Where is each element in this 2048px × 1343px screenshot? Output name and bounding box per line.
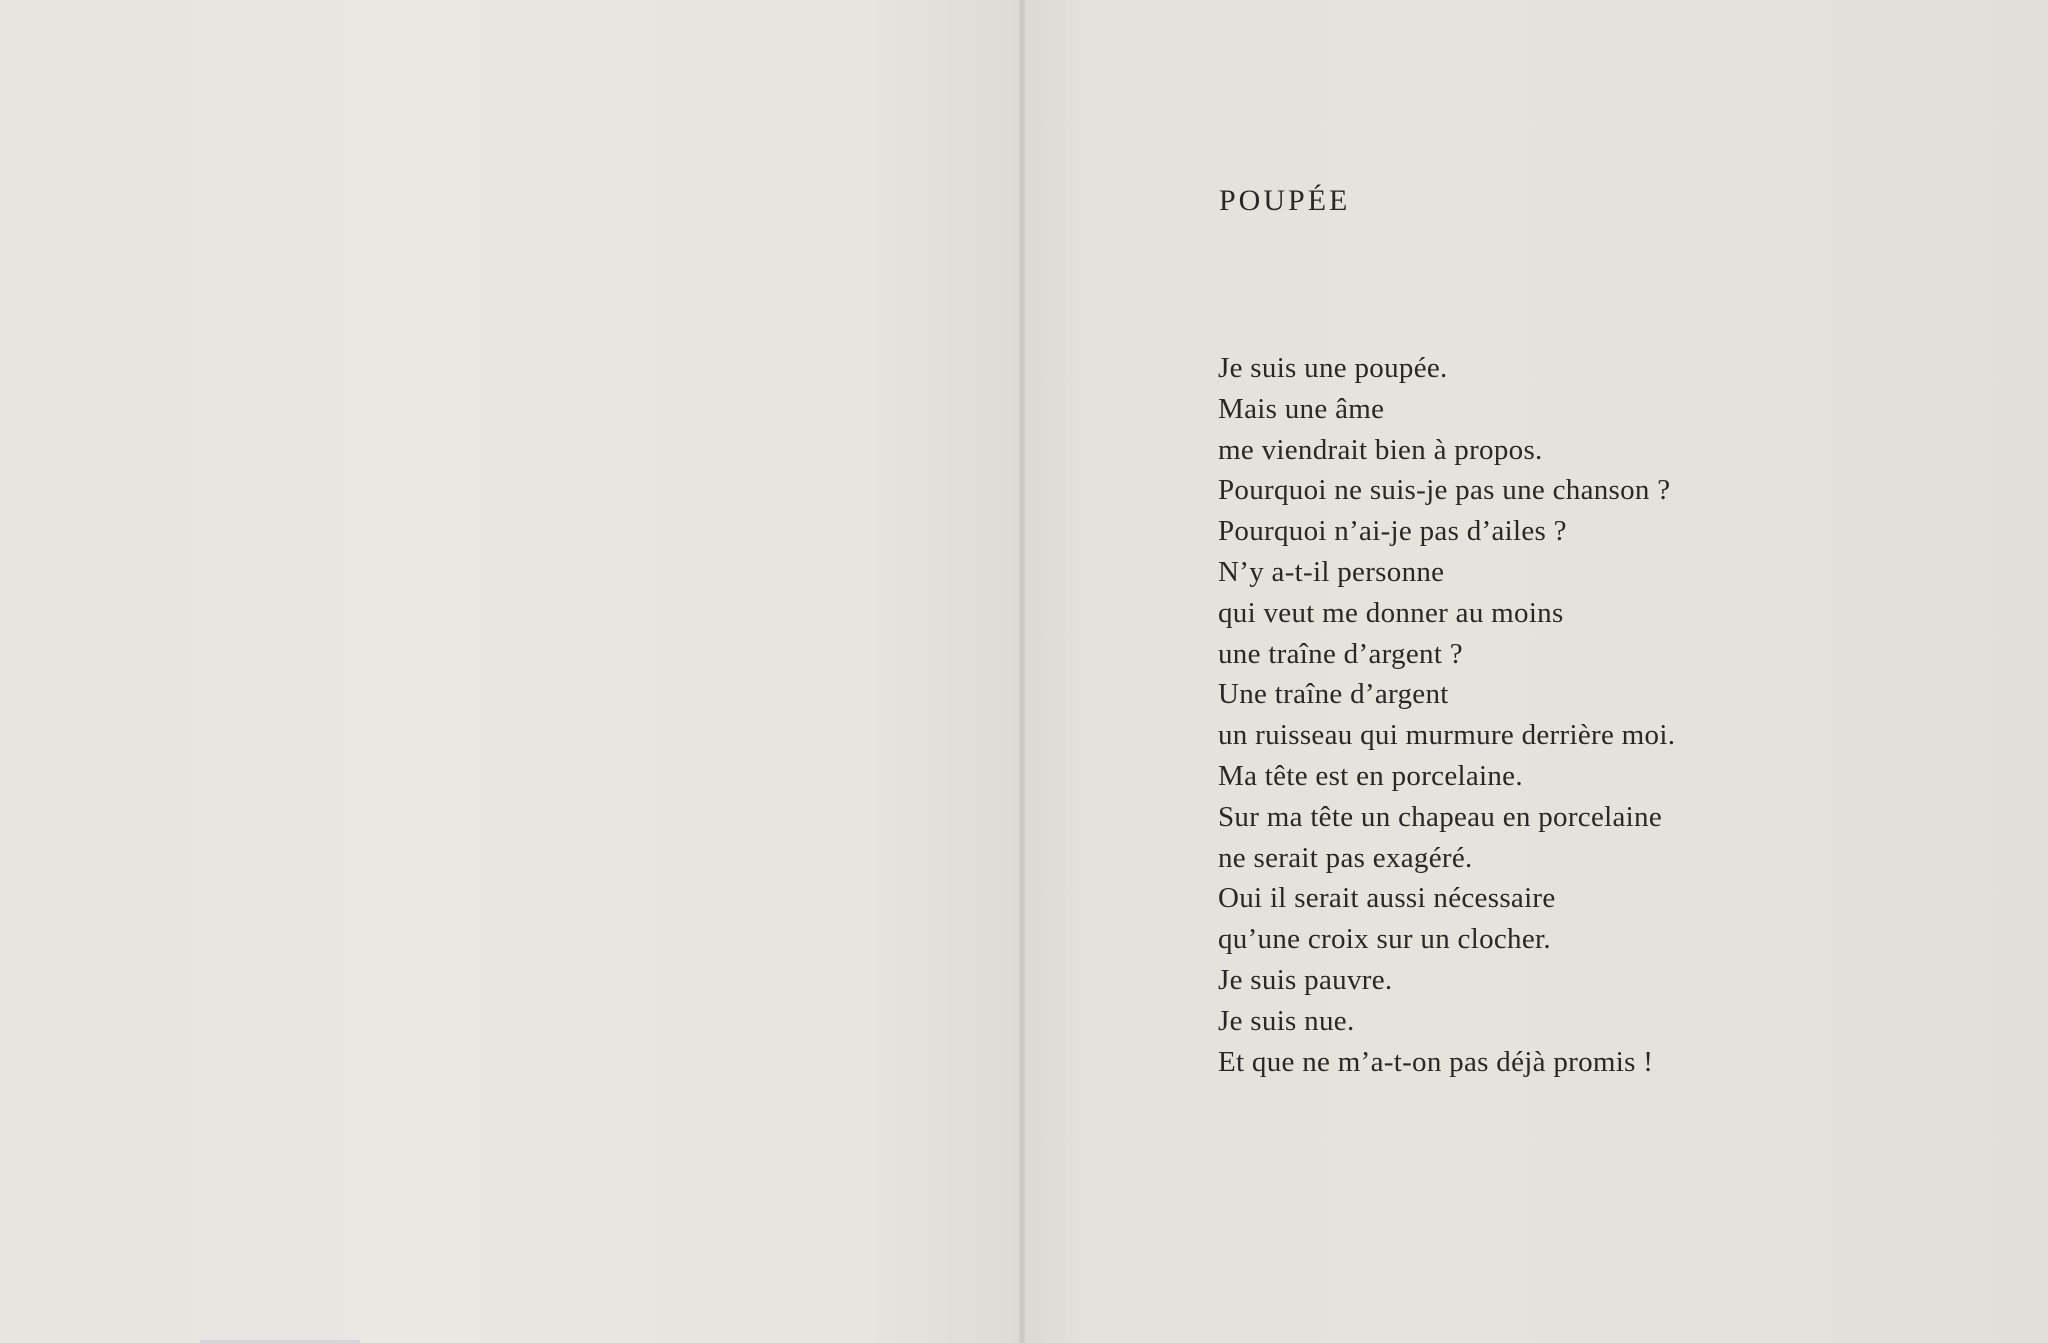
poem-line: Pourquoi ne suis-je pas une chanson ? [1218, 474, 1671, 507]
poem-line: qu’une croix sur un clocher. [1218, 923, 1551, 956]
poem-line: Je suis pauvre. [1218, 963, 1393, 996]
poem-line: Une traîne d’argent [1218, 678, 1449, 711]
poem-line: Je suis nue. [1218, 1004, 1355, 1037]
poem-line: Ma tête est en porcelaine. [1218, 759, 1523, 792]
poem-line: Sur ma tête un chapeau en porcelaine [1218, 800, 1662, 833]
poem-line: ne serait pas exagéré. [1218, 841, 1473, 874]
poem-body [1218, 348, 1675, 1082]
poem-line: Et que ne m’a-t-on pas déjà promis ! [1218, 1045, 1654, 1078]
poem-line: un ruisseau qui murmure derrière moi. [1218, 719, 1676, 752]
poem-line: Je suis une poupée. [1218, 352, 1448, 384]
poem-line: N’y a-t-il personne [1218, 555, 1445, 588]
poem-line: Mais une âme [1218, 392, 1385, 425]
poem-line: Oui il serait aussi nécessaire [1218, 882, 1556, 915]
poem-line: qui veut me donner au moins [1218, 596, 1564, 629]
poem-line: me viendrait bien à propos. [1218, 433, 1543, 466]
poem-line: une traîne d’argent ? [1218, 637, 1463, 670]
poem-title: POUPÉE [1219, 184, 1351, 217]
left-page-blank [0, 0, 1020, 1343]
book-gutter [1018, 0, 1026, 1343]
poem-line: Pourquoi n’ai-je pas d’ailes ? [1218, 515, 1567, 548]
